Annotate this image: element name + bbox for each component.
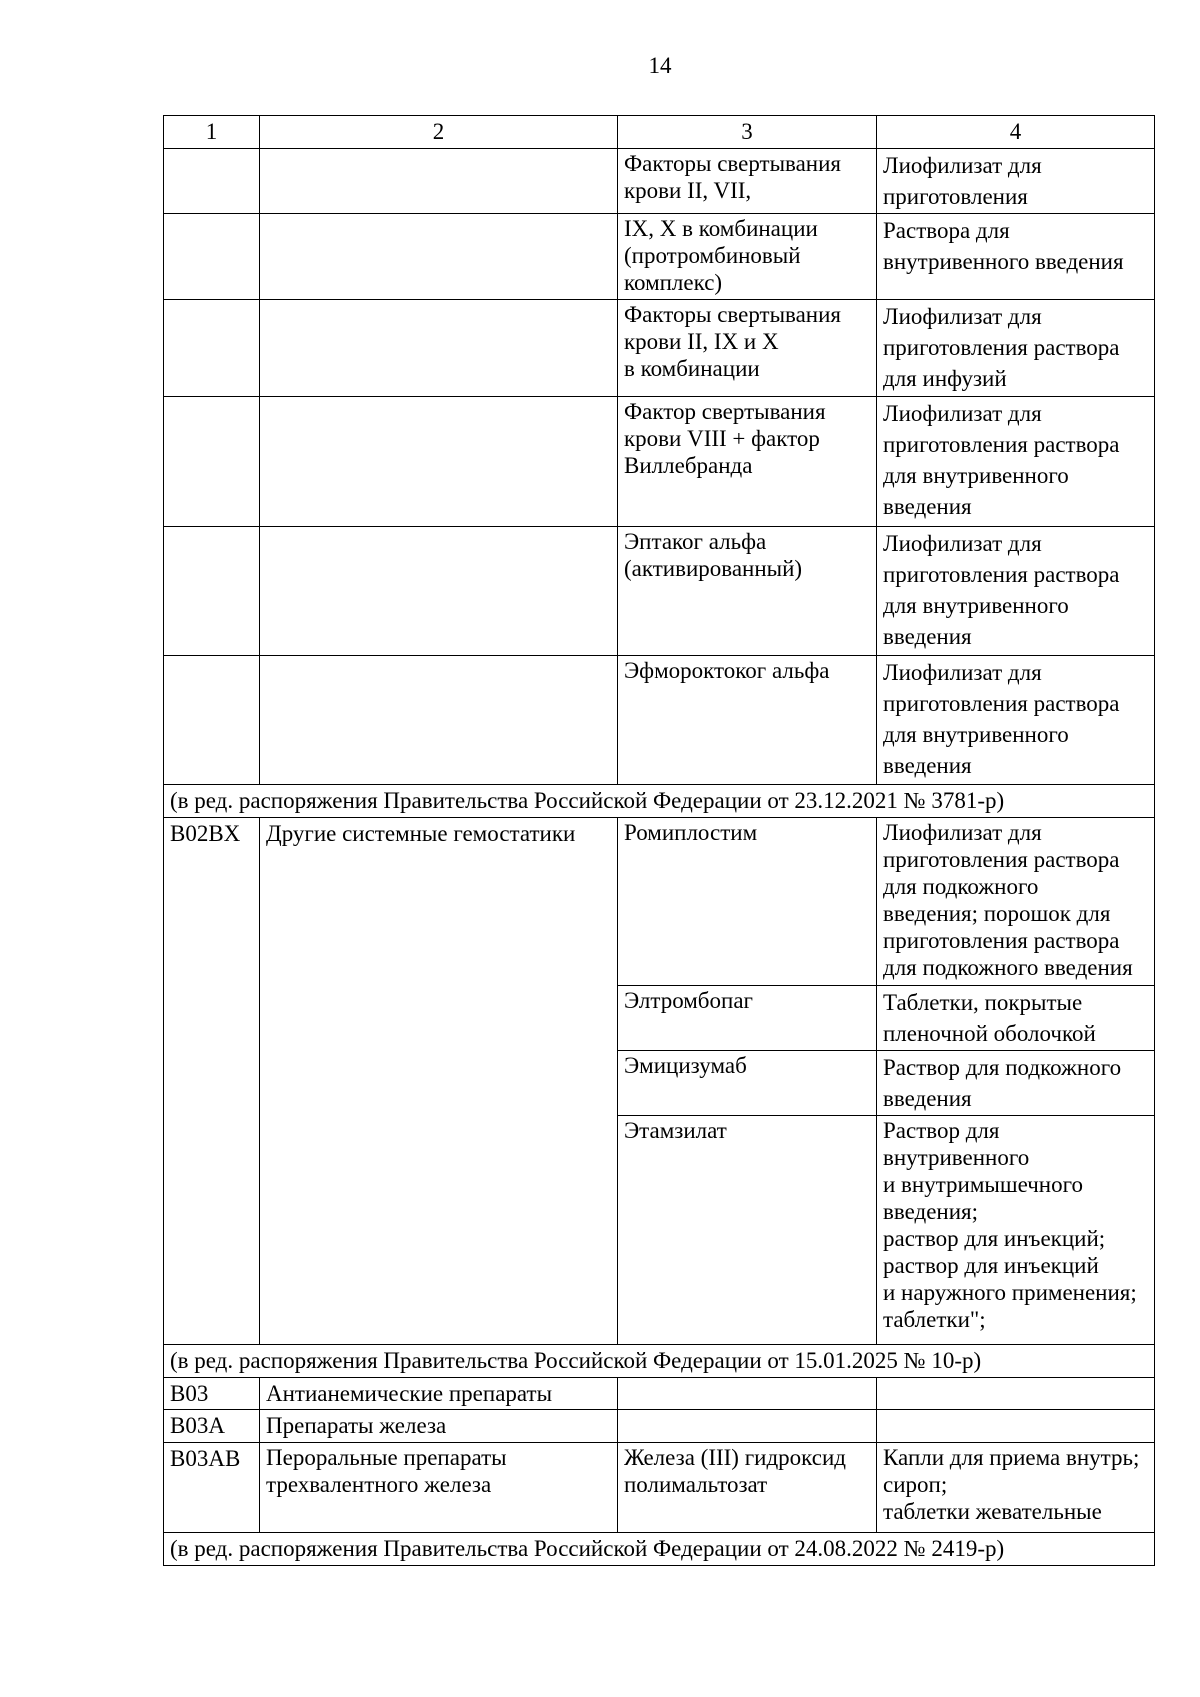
dosage-form-cell: Лиофилизат для приготовления раствора для внутривенного введения [877, 656, 1155, 785]
table-row [164, 656, 1155, 785]
amendment-note-row [164, 785, 1155, 818]
drug-list-table [163, 115, 1155, 1566]
atc-code-cell [164, 397, 260, 527]
substance-cell: Эфмороктоког альфа [618, 656, 877, 785]
column-header-2: 2 [260, 116, 618, 149]
dosage-form-cell: Капли для приема внутрь; сироп; таблетки жевательные [877, 1443, 1155, 1533]
substance-cell [618, 1378, 877, 1410]
substance-cell: IX, X в комбинации (протромбиновый комплекс) [618, 214, 877, 300]
atc-code-cell [164, 214, 260, 300]
amendment-note: (в ред. распоряжения Правительства Российской Федерации от 15.01.2025 № 10-р) [164, 1345, 1155, 1378]
amendment-note: (в ред. распоряжения Правительства Российской Федерации от 24.08.2022 № 2419-р) [164, 1533, 1155, 1566]
atc-code-cell [164, 656, 260, 785]
group-name-cell [260, 656, 618, 785]
group-name-cell: Препараты железа [260, 1410, 618, 1443]
atc-code-cell: B03A [164, 1410, 260, 1443]
dosage-form-cell [877, 1410, 1155, 1443]
group-name-cell [260, 214, 618, 300]
column-header-3: 3 [618, 116, 877, 149]
substance-cell: Факторы свертывания крови II, IX и X в комбинации [618, 300, 877, 397]
table-header-row [164, 116, 1155, 149]
group-name-cell [260, 397, 618, 527]
substance-cell [618, 1410, 877, 1443]
table-row [164, 527, 1155, 656]
dosage-form-cell: Лиофилизат для приготовления раствора для внутривенного введения [877, 397, 1155, 527]
amendment-note: (в ред. распоряжения Правительства Российской Федерации от 23.12.2021 № 3781-р) [164, 785, 1155, 818]
table-row [164, 1378, 1155, 1410]
substance-cell: Факторы свертывания крови II, VII, [618, 149, 877, 214]
atc-code-cell: B03AB [164, 1443, 260, 1533]
substance-cell: Ромиплостим [618, 818, 877, 986]
column-header-1: 1 [164, 116, 260, 149]
group-name-cell [260, 300, 618, 397]
table-row [164, 1443, 1155, 1533]
column-header-4: 4 [877, 116, 1155, 149]
dosage-form-cell: Лиофилизат для приготовления раствора для подкожного введения; порошок для приготовления раствора для подкожного введения [877, 818, 1155, 986]
dosage-form-cell: Раствора для внутривенного введения [877, 214, 1155, 300]
group-name-cell: Антианемические препараты [260, 1378, 618, 1410]
substance-cell: Эптаког альфа (активированный) [618, 527, 877, 656]
group-name-cell: Пероральные препараты трехвалентного железа [260, 1443, 618, 1533]
page-number: 14 [648, 53, 672, 78]
dosage-form-cell: Раствор для подкожного введения [877, 1051, 1155, 1116]
table-row [164, 1410, 1155, 1443]
substance-cell: Этамзилат [618, 1116, 877, 1345]
substance-cell: Фактор свертывания крови VIII + фактор Виллебранда [618, 397, 877, 527]
atc-code-cell [164, 149, 260, 214]
atc-code-cell: B02BX [164, 818, 260, 1345]
dosage-form-cell: Лиофилизат для приготовления раствора для внутривенного введения [877, 527, 1155, 656]
group-name-cell [260, 527, 618, 656]
dosage-form-cell: Лиофилизат для приготовления раствора для инфузий [877, 300, 1155, 397]
substance-cell: Железа (III) гидроксид полимальтозат [618, 1443, 877, 1533]
dosage-form-cell [877, 1378, 1155, 1410]
table-row [164, 397, 1155, 527]
atc-code-cell [164, 527, 260, 656]
amendment-note-row [164, 1533, 1155, 1566]
dosage-form-cell: Таблетки, покрытые пленочной оболочкой [877, 986, 1155, 1051]
dosage-form-cell: Раствор для внутривенного и внутримышечного введения; раствор для инъекций; раствор для инъекций и наружного применения; таблетки"; [877, 1116, 1155, 1345]
dosage-form-cell: Лиофилизат для приготовления [877, 149, 1155, 214]
group-name-cell: Другие системные гемостатики [260, 818, 618, 1345]
substance-cell: Элтромбопаг [618, 986, 877, 1051]
group-name-cell [260, 149, 618, 214]
table-row [164, 818, 1155, 986]
substance-cell: Эмицизумаб [618, 1051, 877, 1116]
atc-code-cell: B03 [164, 1378, 260, 1410]
table-row [164, 300, 1155, 397]
amendment-note-row [164, 1345, 1155, 1378]
table-row [164, 214, 1155, 300]
atc-code-cell [164, 300, 260, 397]
table-row [164, 149, 1155, 214]
